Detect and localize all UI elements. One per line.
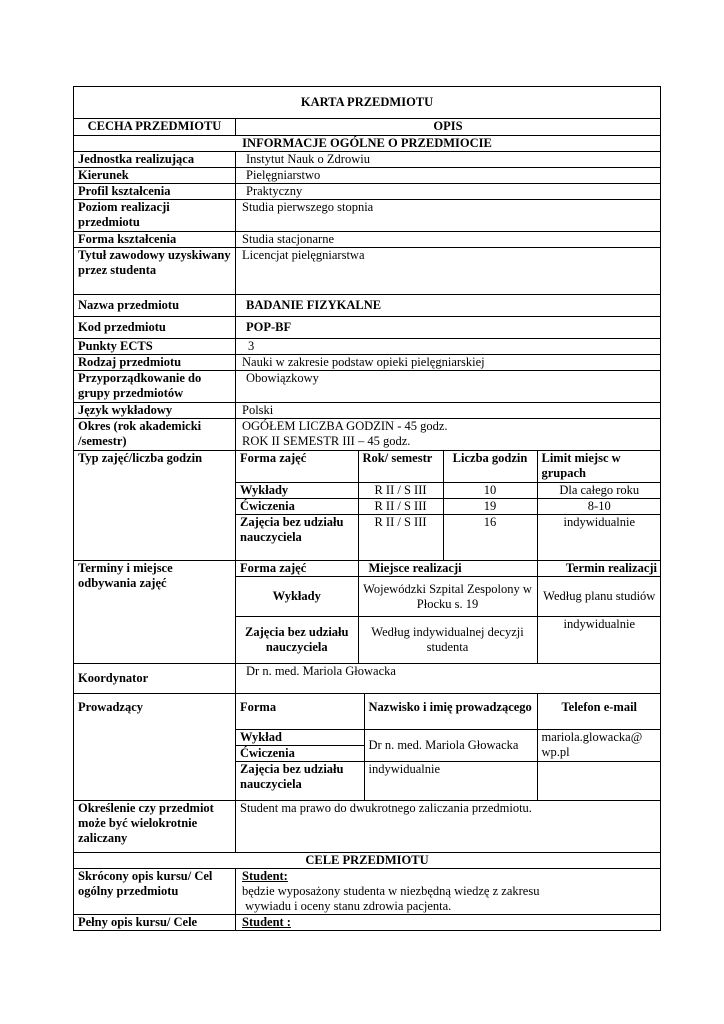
value-tytul: Licencjat pielęgniarstwa	[236, 248, 661, 295]
typ-zajec-table	[236, 451, 661, 560]
pelny-head: Student :	[242, 914, 291, 929]
prowadzacy-cwiczenia: Ćwiczenia	[236, 746, 364, 762]
course-card	[73, 86, 660, 931]
prowadzacy-table	[236, 694, 661, 800]
typ-row-cwiczenia-godziny: 19	[443, 498, 537, 514]
terminy-table	[236, 561, 661, 663]
value-poziom: Studia pierwszego stopnia	[236, 200, 661, 232]
label-terminy: Terminy i miejsce odbywania zajęć	[74, 561, 236, 664]
prowadzacy-name: Dr n. med. Mariola Głowacka	[364, 730, 537, 762]
terminy-row-wyklady-miejsce: Wojewódzki Szpital Zespolony w Płocku s. 19	[358, 577, 537, 617]
skrocony-head: Student:	[242, 868, 288, 883]
label-typ-zajec: Typ zajęć/liczba godzin	[74, 451, 236, 561]
terminy-row-zajecia-termin: indywidualnie	[537, 617, 661, 663]
typ-row-wyklady-rok: R II / S III	[358, 482, 443, 498]
value-przyporzadkowanie: Obowiązkowy	[236, 371, 661, 403]
terminy-header-forma: Forma zajęć	[236, 561, 358, 577]
label-tytul: Tytuł zawodowy uzyskiwany przez studenta	[74, 248, 236, 295]
value-okres	[236, 419, 661, 451]
label-ects: Punkty ECTS	[74, 339, 236, 355]
label-pelny: Pełny opis kursu/ Cele	[74, 914, 236, 930]
prowadzacy-zajecia-bez-value: indywidualnie	[364, 762, 537, 800]
skrocony-line-1: będzie wyposażony studenta w niezbędną wiedzę z zakresu	[242, 883, 540, 898]
okres-line-2: ROK II SEMESTR III – 45 godz.	[242, 434, 411, 448]
typ-row-cwiczenia-rok: R II / S III	[358, 498, 443, 514]
value-jednostka: Instytut Nauk o Zdrowiu	[236, 152, 661, 168]
terminy-row-wyklady-termin: Według planu studiów	[537, 577, 661, 617]
typ-header-limit: Limit miejsc w grupach	[537, 451, 661, 482]
typ-row-wyklady-godziny: 10	[443, 482, 537, 498]
label-poziom: Poziom realizacji przedmiotu	[74, 200, 236, 232]
label-rodzaj: Rodzaj przedmiotu	[74, 355, 236, 371]
section-general: INFORMACJE OGÓLNE O PRZEDMIOCIE	[74, 136, 661, 152]
prowadzacy-wyklad: Wykład	[236, 730, 364, 746]
value-kierunek: Pielęgniarstwo	[236, 168, 661, 184]
typ-header-forma: Forma zajęć	[236, 451, 358, 482]
value-koordynator: Dr n. med. Mariola Głowacka	[236, 663, 661, 693]
label-forma: Forma kształcenia	[74, 232, 236, 248]
skrocony-line-2: wywiadu i oceny stanu zdrowia pacjenta.	[242, 898, 452, 913]
value-profil: Praktyczny	[236, 184, 661, 200]
label-skrocony: Skrócony opis kursu/ Cel ogólny przedmiotu	[74, 868, 236, 914]
label-prowadzacy: Prowadzący	[74, 693, 236, 800]
terminy-row-zajecia-forma: Zajęcia bez udziału nauczyciela	[236, 617, 358, 663]
label-zaliczanie: Określenie czy przedmiot może być wielokrotnie zaliczany	[74, 800, 236, 852]
prowadzacy-header-forma: Forma	[236, 694, 364, 730]
label-nazwa: Nazwa przedmiotu	[74, 295, 236, 317]
label-okres: Okres (rok akademicki /semestr)	[74, 419, 236, 451]
label-profil: Profil kształcenia	[74, 184, 236, 200]
value-zaliczanie: Student ma prawo do dwukrotnego zaliczania przedmiotu.	[236, 800, 661, 852]
value-jezyk: Polski	[236, 403, 661, 419]
typ-row-zajecia-godziny: 16	[443, 514, 537, 560]
course-card-table	[73, 86, 661, 931]
value-pelny	[236, 914, 661, 930]
typ-row-cwiczenia-limit: 8-10	[537, 498, 661, 514]
typ-header-rok: Rok/ semestr	[358, 451, 443, 482]
typ-zajec-cell	[236, 451, 661, 561]
label-przyporzadkowanie: Przyporządkowanie do grupy przedmiotów	[74, 371, 236, 403]
prowadzacy-header-nazwisko: Nazwisko i imię prowadzącego	[364, 694, 537, 730]
terminy-header-miejsce: Miejsce realizacji	[358, 561, 537, 577]
value-rodzaj: Nauki w zakresie podstaw opieki pielęgniarskiej	[236, 355, 661, 371]
prowadzacy-zajecia-bez: Zajęcia bez udziału nauczyciela	[236, 762, 364, 800]
card-title: KARTA PRZEDMIOTU	[74, 87, 661, 119]
header-description: OPIS	[236, 119, 661, 136]
value-ects: 3	[236, 339, 661, 355]
okres-line-1: OGÓŁEM LICZBA GODZIN - 45 godz.	[242, 419, 448, 433]
prowadzacy-zajecia-bez-contact	[537, 762, 661, 800]
typ-header-godziny: Liczba godzin	[443, 451, 537, 482]
value-skrocony	[236, 868, 661, 914]
terminy-cell	[236, 561, 661, 664]
typ-row-zajecia-rok: R II / S III	[358, 514, 443, 560]
terminy-row-zajecia-miejsce: Według indywidualnej decyzji studenta	[358, 617, 537, 663]
typ-row-cwiczenia-forma: Ćwiczenia	[236, 498, 358, 514]
prowadzacy-header-telefon: Telefon e-mail	[537, 694, 661, 730]
value-forma: Studia stacjonarne	[236, 232, 661, 248]
typ-row-wyklady-limit: Dla całego roku	[537, 482, 661, 498]
typ-row-zajecia-limit: indywidualnie	[537, 514, 661, 560]
label-koordynator: Koordynator	[74, 663, 236, 693]
label-jezyk: Język wykładowy	[74, 403, 236, 419]
value-kod: POP-BF	[236, 317, 661, 339]
prowadzacy-email: mariola.glowacka@ wp.pl	[537, 730, 661, 762]
terminy-row-wyklady-forma: Wykłady	[236, 577, 358, 617]
label-kierunek: Kierunek	[74, 168, 236, 184]
label-kod: Kod przedmiotu	[74, 317, 236, 339]
header-feature: CECHA PRZEDMIOTU	[74, 119, 236, 136]
label-jednostka: Jednostka realizująca	[74, 152, 236, 168]
terminy-header-termin: Termin realizacji	[537, 561, 661, 577]
prowadzacy-cell	[236, 693, 661, 800]
section-cele: CELE PRZEDMIOTU	[74, 852, 661, 868]
value-nazwa: BADANIE FIZYKALNE	[236, 295, 661, 317]
typ-row-zajecia-forma: Zajęcia bez udziału nauczyciela	[236, 514, 358, 560]
typ-row-wyklady-forma: Wykłady	[236, 482, 358, 498]
